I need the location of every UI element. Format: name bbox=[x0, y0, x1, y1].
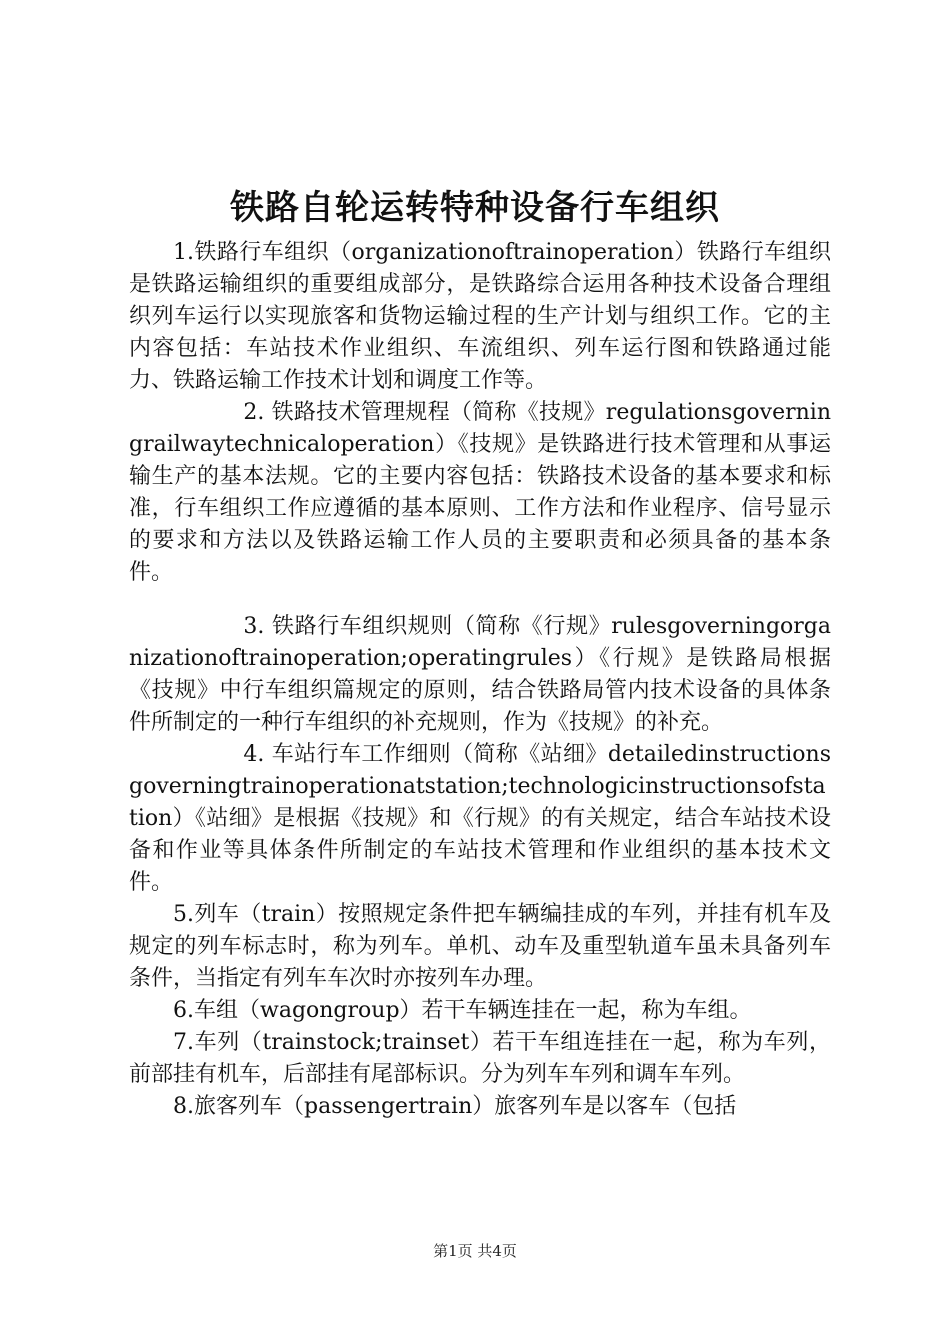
paragraph-5: 5.列车（train）按照规定条件把车辆编挂成的车列，并挂有机车及规定的列车标志时，称为列车。单机、动车及重型轨道车虽未具备列车条件，当指定有列车车次时亦按列车办理。 bbox=[129, 902, 831, 991]
page-number-footer: 第1页 共4页 bbox=[433, 1242, 517, 1260]
paragraph-1: 1.铁路行车组织（organizationoftrainoperation）铁路行车组织是铁路运输组织的重要组成部分，是铁路综合运用各种技术设备合理组织列车运行以实现旅客和货物运输过程的生产计划与组织工作。它的主内容包括：车站技术作业组织、车流组织、列车运行图和铁路通过能力、铁路运输工作技术计划和调度工作等。 bbox=[129, 240, 831, 393]
paragraph-7: 7.车列（trainstock;trainset）若干车组连挂在一起，称为车列，前部挂有机车，后部挂有尾部标识。分为列车车列和调车车列。 bbox=[129, 1030, 831, 1087]
document-body bbox=[129, 237, 831, 1123]
paragraph-2: 2. 铁路技术管理规程（简称《技规》regulationsgoverningrailwaytechnicaloperation）《技规》是铁路进行技术管理和从事运输生产的基本法规。它的主要内容包括：铁路技术设备的基本要求和标准，行车组织工作应遵循的基本原则、工作方法和作业程序、信号显示的要求和方法以及铁路运输工作人员的主要职责和必须具备的基本条件。 bbox=[129, 400, 831, 585]
document-title: 铁路自轮运转特种设备行车组织 bbox=[230, 188, 720, 228]
paragraph-3: 3. 铁路行车组织规则（简称《行规》rulesgoverningorganizationoftrainoperation;operatingrules）《行规》是铁路局根据《技规》中行车组织篇规定的原则，结合铁路局管内技术设备的具体条件所制定的一种行车组织的补充规则，作为《技规》的补充。 bbox=[129, 614, 831, 735]
paragraph-8: 8.旅客列车（passengertrain）旅客列车是以客车（包括 bbox=[173, 1094, 737, 1119]
paragraph-4: 4. 车站行车工作细则（简称《站细》detailedinstructionsgoverningtrainoperationatstation;technologicinstructionsofstation）《站细》是根据《技规》和《行规》的有关规定，结合车站技术设备和作业等具体条件所制定的车站技术管理和作业组织的基本技术文件。 bbox=[129, 742, 831, 895]
paragraph-6: 6.车组（wagongroup）若干车辆连挂在一起，称为车组。 bbox=[173, 998, 752, 1023]
